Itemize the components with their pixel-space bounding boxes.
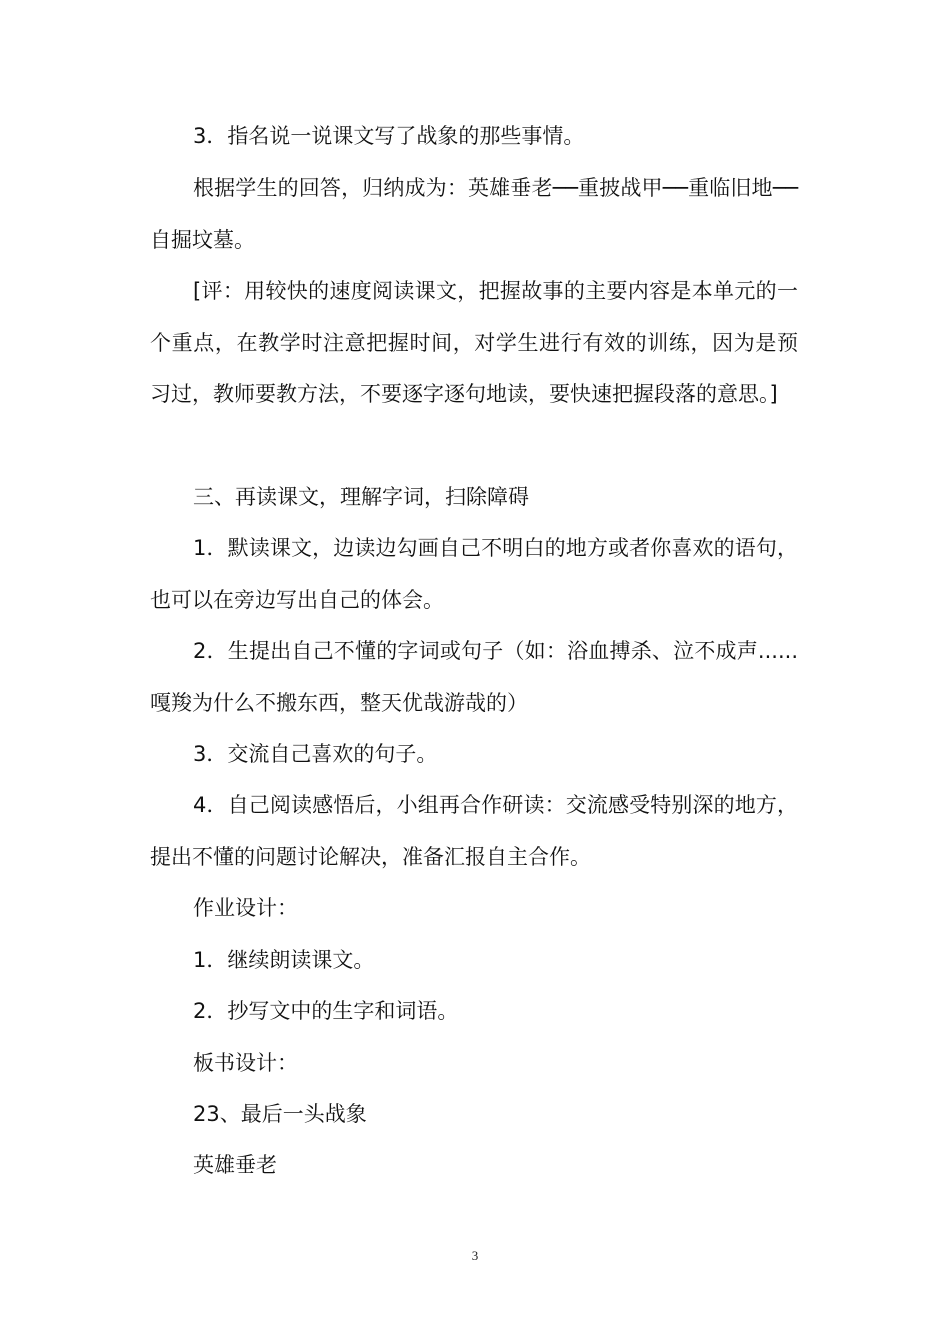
heading-homework-design: 作业设计：: [193, 896, 298, 920]
paragraph-questions: 2．生提出自己不懂的字词或句子（如：浴血搏杀、泣不成声......嘎羧为什么不搬东西，整天优哉游哉的）: [150, 639, 798, 715]
section-heading-reread: 三、再读课文，理解字词，扫除障碍: [193, 485, 529, 509]
paragraph-commentary: [评：用较快的速度阅读课文，把握故事的主要内容是本单元的一个重点，在教学时注意把握时间，对学生进行有效的训练，因为是预习过，教师要教方法，不要逐字逐句地读，要快速把握段落的意思。]: [150, 279, 798, 406]
paragraph-step-3-summary: 3．指名说一说课文写了战象的那些事情。: [193, 124, 585, 148]
paragraph-group-study: 4．自己阅读感悟后，小组再合作研读：交流感受特别深的地方，提出不懂的问题讨论解决，准备汇报自主合作。: [150, 793, 798, 869]
paragraph-silent-reading: 1．默读课文，边读边勾画自己不明白的地方或者你喜欢的语句，也可以在旁边写出自己的体会。: [150, 536, 798, 612]
blackboard-title: 23、最后一头战象: [193, 1102, 367, 1126]
homework-item-1: 1．继续朗读课文。: [193, 948, 375, 972]
blackboard-line-1: 英雄垂老: [193, 1153, 277, 1177]
homework-item-2: 2．抄写文中的生字和词语。: [193, 999, 459, 1023]
page-number: 3: [471, 1248, 479, 1263]
paragraph-share-sentences: 3．交流自己喜欢的句子。: [193, 742, 438, 766]
paragraph-story-outline: 根据学生的回答，归纳成为：英雄垂老──重披战甲──重临旧地──自掘坟墓。: [150, 176, 798, 252]
heading-blackboard-design: 板书设计：: [193, 1051, 298, 1075]
